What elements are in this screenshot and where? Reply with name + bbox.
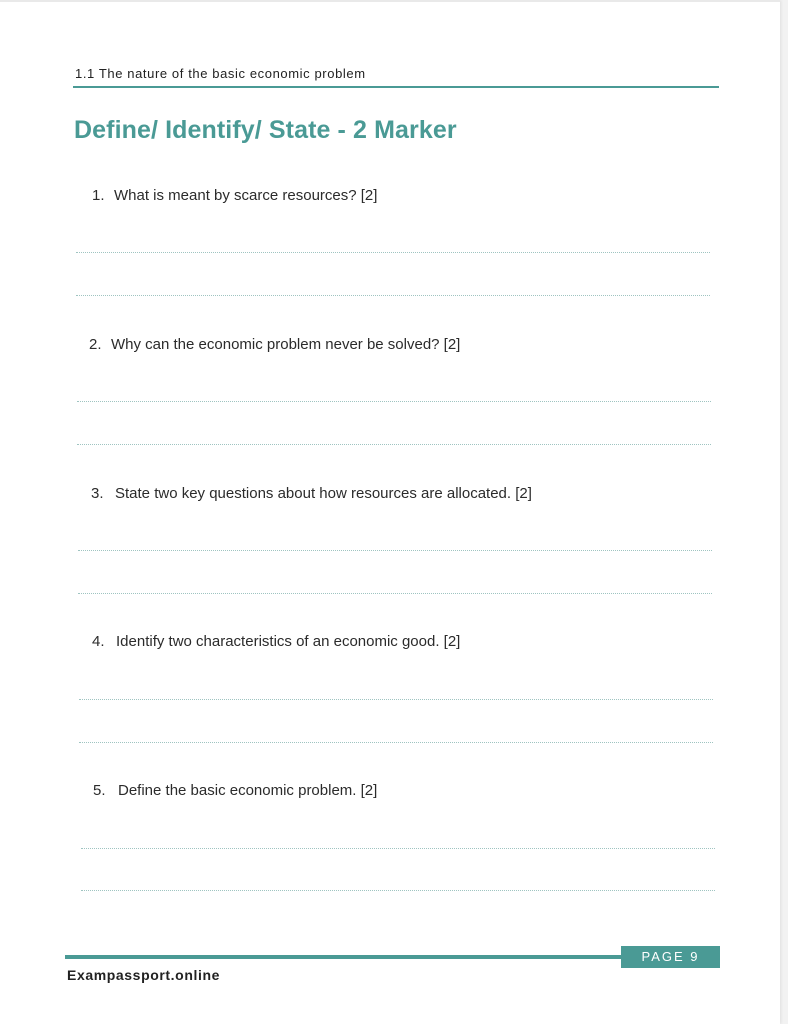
answer-line[interactable]	[78, 593, 712, 594]
footer-divider	[65, 955, 621, 959]
question-2	[89, 336, 460, 353]
question-text: Why can the economic problem never be solved? [2]	[111, 336, 461, 353]
question-5	[93, 782, 377, 799]
answer-line[interactable]	[76, 252, 710, 253]
question-4	[92, 633, 460, 650]
question-text: Define the basic economic problem. [2]	[118, 782, 378, 799]
answer-line[interactable]	[79, 699, 713, 700]
section-divider	[73, 86, 719, 88]
section-label: 1.1 The nature of the basic economic problem	[75, 66, 366, 81]
answer-line[interactable]	[81, 890, 715, 891]
answer-line[interactable]	[78, 550, 712, 551]
question-number: 1.	[92, 187, 105, 204]
page-number-badge: PAGE 9	[621, 946, 720, 968]
question-text: State two key questions about how resources are allocated. [2]	[115, 485, 532, 502]
answer-line[interactable]	[79, 742, 713, 743]
footer-site-name: Exampassport.online	[67, 967, 220, 983]
answer-line[interactable]	[77, 401, 711, 402]
question-number: 5.	[93, 782, 106, 799]
question-number: 3.	[91, 485, 104, 502]
question-text: What is meant by scarce resources? [2]	[114, 187, 378, 204]
answer-line[interactable]	[76, 295, 710, 296]
question-number: 2.	[89, 336, 102, 353]
question-3	[91, 485, 532, 502]
question-text: Identify two characteristics of an economic good. [2]	[116, 633, 461, 650]
top-border	[0, 0, 780, 2]
page-title: Define/ Identify/ State - 2 Marker	[74, 116, 457, 144]
answer-line[interactable]	[77, 444, 711, 445]
question-number: 4.	[92, 633, 105, 650]
question-1	[92, 187, 377, 204]
answer-line[interactable]	[81, 848, 715, 849]
